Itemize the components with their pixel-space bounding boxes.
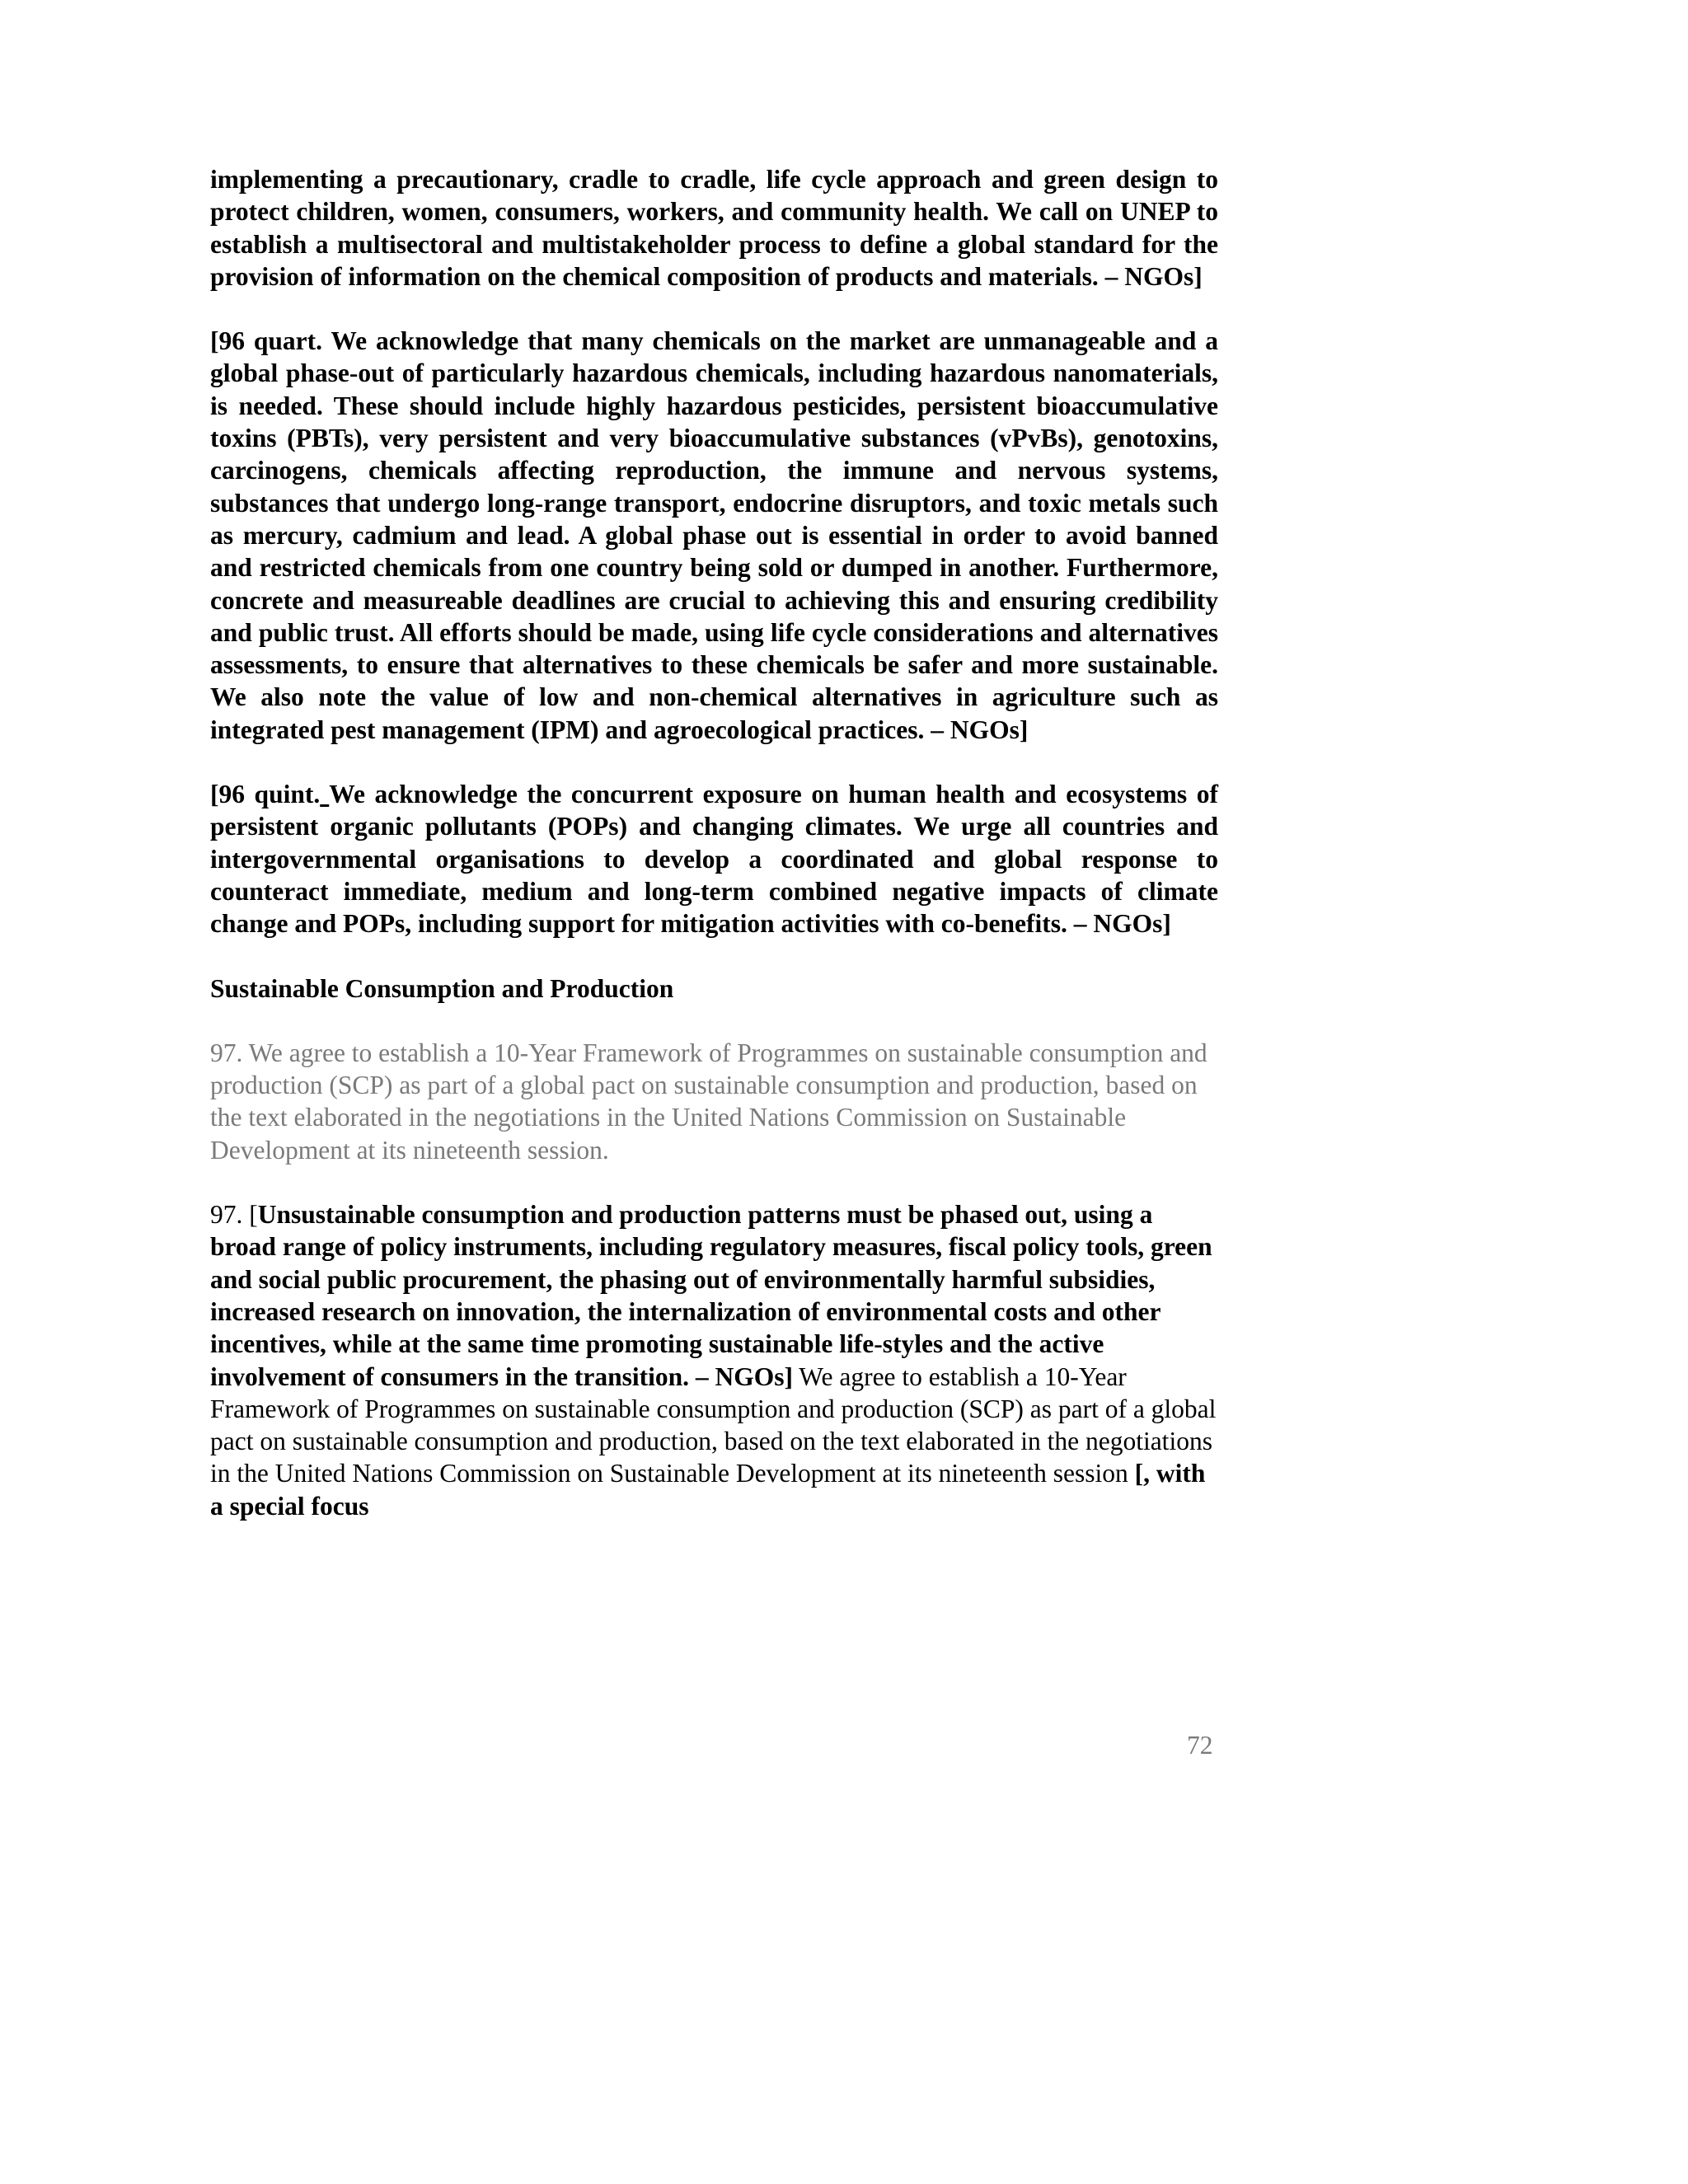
paragraph-97-number: 97. [ [210, 1200, 258, 1230]
paragraph-97-ngo-insertion: Unsustainable consumption and production patterns must be phased out, using a broad range of policy instruments, including regulatory measures, fiscal policy tools, green and social public procurement, the phasing out of environmentally harmful subsidies, increased research on innovation, the internalization of environmental costs and other incentives, while at the same time promoting sustainable life-styles and the active involvement of consumers in the transition. – NGOs] [210, 1200, 1212, 1391]
paragraph-97-original: 97. We agree to establish a 10-Year Framework of Programmes on sustainable consumption and production (SCP) as part of a global pact on sustainable consumption and production, based on the text elaborated in the negotiations in the United Nations Commission on Sustainable Development at its nineteenth session. [210, 1038, 1207, 1165]
document-page [210, 163, 1218, 1554]
paragraph-96-ter-continuation: implementing a precautionary, cradle to cradle, life cycle approach and green design to protect children, women, consumers, workers, and community health. We call on UNEP to establish a multisectoral and multistakeholder process to define a global standard for the provision of information on the chemical composition of products and materials. – NGOs] [210, 165, 1218, 291]
section-heading: Sustainable Consumption and Production [210, 973, 674, 1003]
underlined-gap [320, 780, 329, 808]
paragraph-97-base-text: We agree to establish a 10-Year Framework of Programmes on sustainable consumption and production (SCP) as part of a global pact on sustainable consumption and production, based on the text elaborated in the negotiations in the United Nations Commission on Sustainable Development at its nineteenth session [210, 1361, 1217, 1488]
paragraph-97-amended [210, 1198, 1218, 1522]
paragraph-96-quint-label: [96 quint. [210, 780, 321, 809]
page-number: 72 [1187, 1731, 1213, 1760]
paragraph-97-tail-insertion: [, with a special focus [210, 1459, 1206, 1521]
paragraph-96-quart: [96 quart. We acknowledge that many chemicals on the market are unmanageable and a global phase-out of particularly hazardous chemicals, including hazardous nanomaterials, is needed. These should include highly hazardous pesticides, persistent bioaccumulative toxins (PBTs), very persistent and very bioaccumulative substances (vPvBs), genotoxins, carcinogens, chemicals affecting reproduction, the immune and nervous systems, substances that undergo long-range transport, endocrine disruptors, and toxic metals such as mercury, cadmium and lead. A global phase out is essential in order to avoid banned and restricted chemicals from one country being sold or dumped in another. Furthermore, concrete and measureable deadlines are crucial to achieving this and ensuring credibility and public trust. All efforts should be made, using life cycle considerations and alternatives assessments, to ensure that alternatives to these chemicals be safer and more sustainable. We also note the value of low and non-chemical alternatives in agriculture such as integrated pest management (IPM) and agroecological practices. – NGOs] [210, 326, 1218, 744]
paragraph-96-quint [210, 778, 1218, 940]
paragraph-96-quint-body: We acknowledge the concurrent exposure on human health and ecosystems of persistent organic pollutants (POPs) and changing climates. We urge all countries and intergovernmental organisations to develop a coordinated and global response to counteract immediate, medium and long-term combined negative impacts of climate change and POPs, including support for mitigation activities with co-benefits. – NGOs] [210, 780, 1218, 939]
